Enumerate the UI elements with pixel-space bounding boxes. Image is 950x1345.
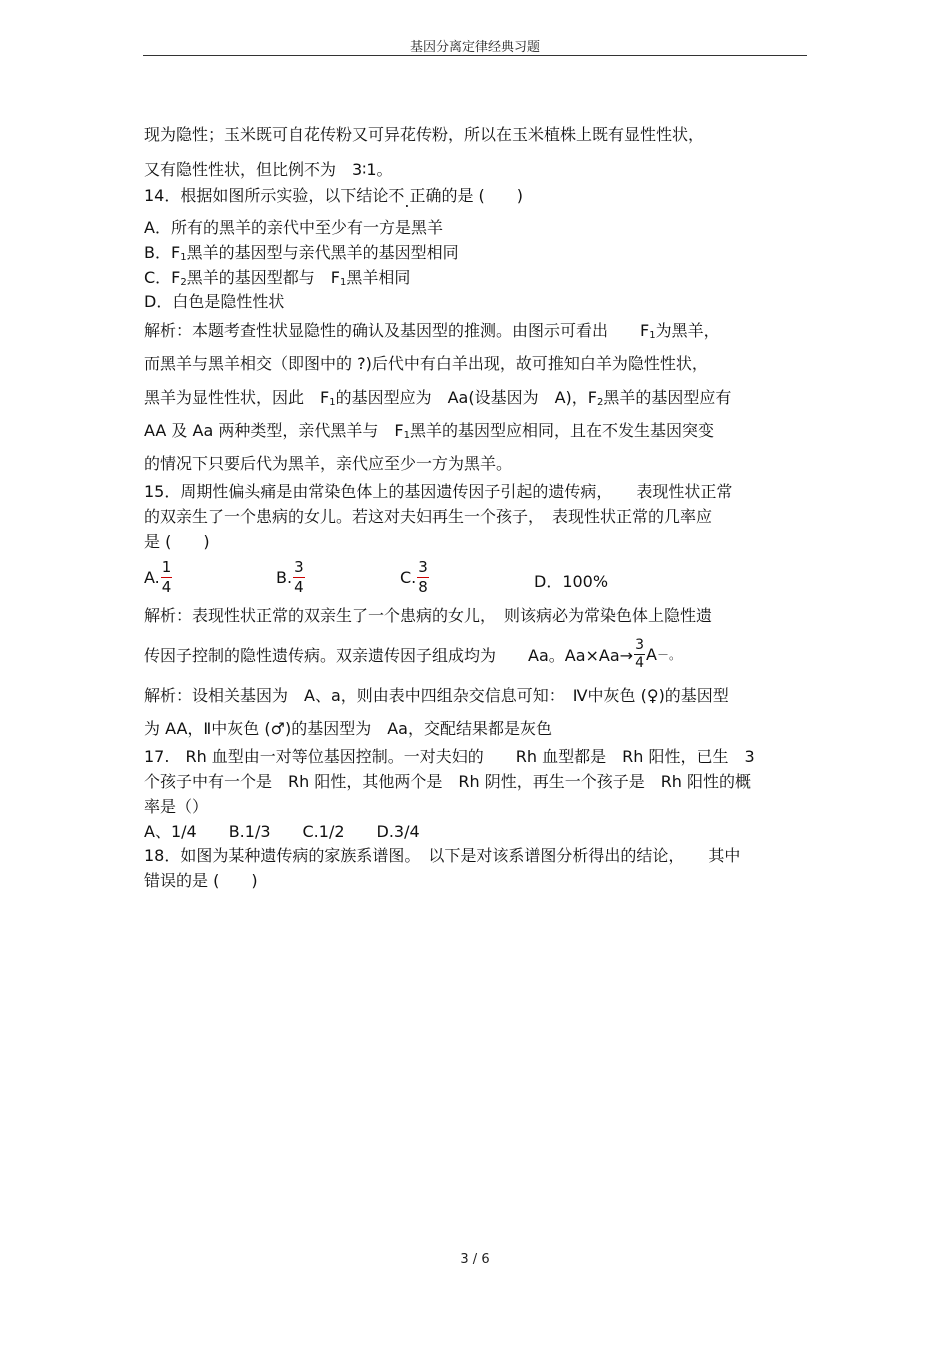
page-header: 基因分离定律经典习题 — [409, 40, 540, 55]
analysis-15-line: 传因子控制的隐性遗传病。双亲遗传因子组成均为 Aa。Aa×Aa→ $\frac{3}{4}$ A－。 — [144, 637, 681, 671]
question-14: 14．根据如图所示实验，以下结论不.正确的是 ( ) — [144, 186, 524, 211]
question-18-line: 错误的是 ( ) — [144, 871, 258, 890]
question-15-line: 的双亲生了一个患病的女儿。若这对夫妇再生一个孩子， 表现性状正常的几率应 — [144, 507, 713, 526]
analysis-14-line: 黑羊为显性性状，因此 F1的基因型应为 Aa(设基因为 A)，F2黑羊的基因型应有 — [144, 388, 732, 408]
page-number: 3 / 6 — [460, 1252, 490, 1267]
analysis-14-line: 而黑羊与黑羊相交（即图中的 ?)后代中有白羊出现，故可推知白羊为隐性性状， — [144, 354, 708, 373]
options-17: A、1/4 B.1/3 C.1/2 D.3/4 — [144, 822, 420, 841]
analysis-14-line: AA 及 Aa 两种类型，亲代黑羊与 F1黑羊的基因型应相同，且在不发生基因突变 — [144, 421, 714, 441]
question-17-line: 率是（） — [144, 797, 209, 816]
question-15-line: 15．周期性偏头痛是由常染色体上的基因遗传因子引起的遗传病， 表现性状正常 — [144, 482, 733, 501]
option-15-b: B. $\frac{3}{4}$ — [276, 558, 304, 596]
option-14-b: B．F1黑羊的基因型与亲代黑羊的基因型相同 — [144, 243, 459, 263]
fraction: $\frac{3}{8}$ — [418, 558, 428, 596]
option-14-a: A．所有的黑羊的亲代中至少有一方是黑羊 — [144, 218, 443, 237]
text-line: 现为隐性；玉米既可自花传粉又可异花传粉，所以在玉米植株上既有显性性状， — [144, 125, 705, 144]
question-15-line: 是 ( ) — [144, 532, 210, 551]
analysis-14-line: 的情况下只要后代为黑羊，亲代应至少一方为黑羊。 — [144, 454, 513, 473]
fraction: $\frac{1}{4}$ — [161, 558, 172, 596]
text-line: 又有隐性性状，但比例不为 3∶1。 — [144, 160, 393, 179]
option-15-c: C. $\frac{3}{8}$ — [400, 558, 428, 596]
header-divider — [143, 55, 807, 56]
option-15-a: A. $\frac{1}{4}$ — [144, 558, 172, 596]
fraction: $\frac{3}{4}$ — [294, 558, 304, 596]
analysis-14-line: 解析：本题考查性状显隐性的确认及基因型的推测。由图示可看出 F1为黑羊， — [144, 321, 720, 341]
question-17-line: 个孩子中有一个是 Rh 阳性，其他两个是 Rh 阴性，再生一个孩子是 Rh 阳性的概 — [144, 772, 752, 791]
analysis-15-line: 解析：表现性状正常的双亲生了一个患病的女儿， 则该病必为常染色体上隐性遗 — [144, 606, 713, 625]
option-15-d: D．100% — [534, 572, 609, 591]
option-14-d: D．白色是隐性性状 — [144, 292, 285, 311]
analysis-16-line: 为 AA，Ⅱ中灰色 (♂)的基因型为 Aa，交配结果都是灰色 — [144, 719, 552, 738]
analysis-16-line: 解析：设相关基因为 A、a，则由表中四组杂交信息可知： Ⅳ中灰色 (♀)的基因型 — [144, 686, 729, 705]
question-17-line: 17. Rh 血型由一对等位基因控制。一对夫妇的 Rh 血型都是 Rh 阳性，已生 3 — [144, 747, 755, 766]
fraction: $\frac{3}{4}$ — [635, 637, 644, 671]
question-18-line: 18．如图为某种遗传病的家族系谱图。 以下是对该系谱图分析得出的结论， 其中 — [144, 846, 741, 865]
option-14-c: C．F2黑羊的基因型都与 F1黑羊相同 — [144, 268, 411, 288]
